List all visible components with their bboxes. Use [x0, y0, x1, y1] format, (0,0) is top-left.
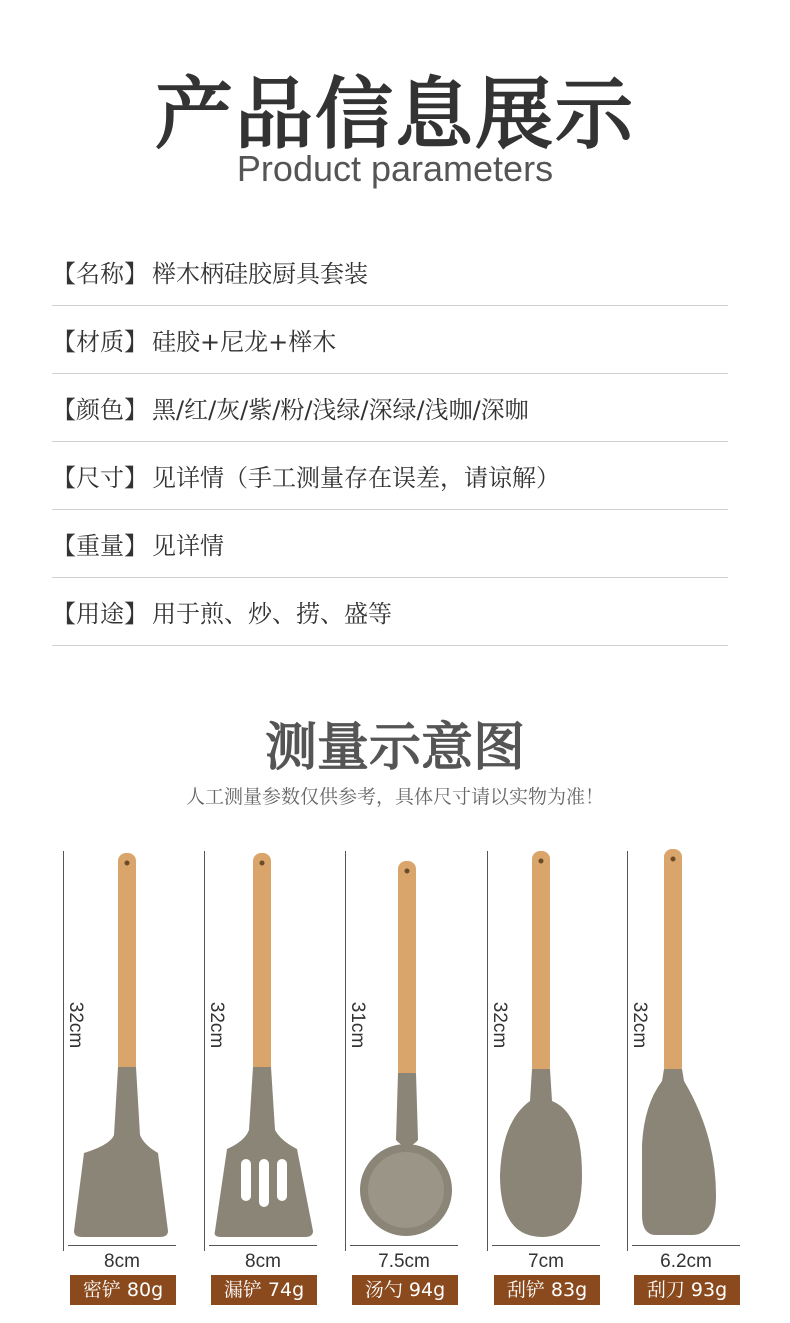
param-label: 【颜色】 [52, 396, 148, 424]
param-row-material [52, 306, 728, 374]
page-title: 产品信息展示 [154, 70, 635, 160]
parameter-list [52, 238, 728, 646]
width-label: 7.5cm [378, 1251, 430, 1272]
param-label: 【材质】 [52, 328, 148, 356]
ladle-image [342, 845, 484, 1245]
param-value: 见详情 [152, 532, 224, 560]
measure-title: 测量示意图 [264, 718, 525, 778]
width-line [350, 1245, 458, 1246]
width-line [632, 1245, 740, 1246]
length-label: 32cm [489, 1001, 510, 1049]
param-value: 见详情（手工测量存在误差，请谅解） [152, 464, 560, 492]
length-label: 32cm [65, 1001, 86, 1049]
param-row-weight [52, 510, 728, 578]
width-line [209, 1245, 317, 1246]
measure-note: 人工测量参数仅供参考，具体尺寸请以实物为准！ [185, 786, 604, 808]
tool-tag: 刮铲 83g [494, 1275, 600, 1305]
length-label: 32cm [206, 1001, 227, 1049]
slotted-turner-image [201, 845, 343, 1245]
param-value: 用于煎、炒、捞、盛等 [152, 600, 392, 628]
tool-spatula [624, 845, 766, 1315]
length-label: 31cm [347, 1001, 368, 1049]
tool-tag: 汤勺 94g [352, 1275, 458, 1305]
width-label: 7cm [528, 1251, 564, 1272]
tool-turner [60, 845, 202, 1315]
param-label: 【尺寸】 [52, 464, 148, 492]
width-line [68, 1245, 176, 1246]
tool-slotted-turner [201, 845, 343, 1315]
tool-ladle [342, 845, 484, 1315]
param-value: 硅胶+尼龙+榉木 [152, 328, 337, 356]
spatula-image [624, 845, 766, 1245]
param-row-usage [52, 578, 728, 646]
tool-tag: 刮刀 93g [634, 1275, 740, 1305]
param-value: 黑/红/灰/紫/粉/浅绿/深绿/浅咖/深咖 [152, 396, 529, 424]
tool-spoon-scraper [484, 845, 626, 1315]
param-label: 【重量】 [52, 532, 148, 560]
spoon-scraper-image [484, 845, 626, 1245]
width-label: 8cm [245, 1251, 281, 1272]
param-row-name [52, 238, 728, 306]
tool-tag: 漏铲 74g [211, 1275, 317, 1305]
param-row-size [52, 442, 728, 510]
width-label: 8cm [104, 1251, 140, 1272]
param-value: 榉木柄硅胶厨具套装 [152, 260, 368, 288]
length-label: 32cm [629, 1001, 650, 1049]
width-line [492, 1245, 600, 1246]
turner-image [60, 845, 202, 1245]
param-label: 【用途】 [52, 600, 148, 628]
tool-tag: 密铲 80g [70, 1275, 176, 1305]
param-label: 【名称】 [52, 260, 148, 288]
width-label: 6.2cm [660, 1251, 712, 1272]
page-subtitle: Product parameters [236, 148, 554, 189]
param-row-color [52, 374, 728, 442]
